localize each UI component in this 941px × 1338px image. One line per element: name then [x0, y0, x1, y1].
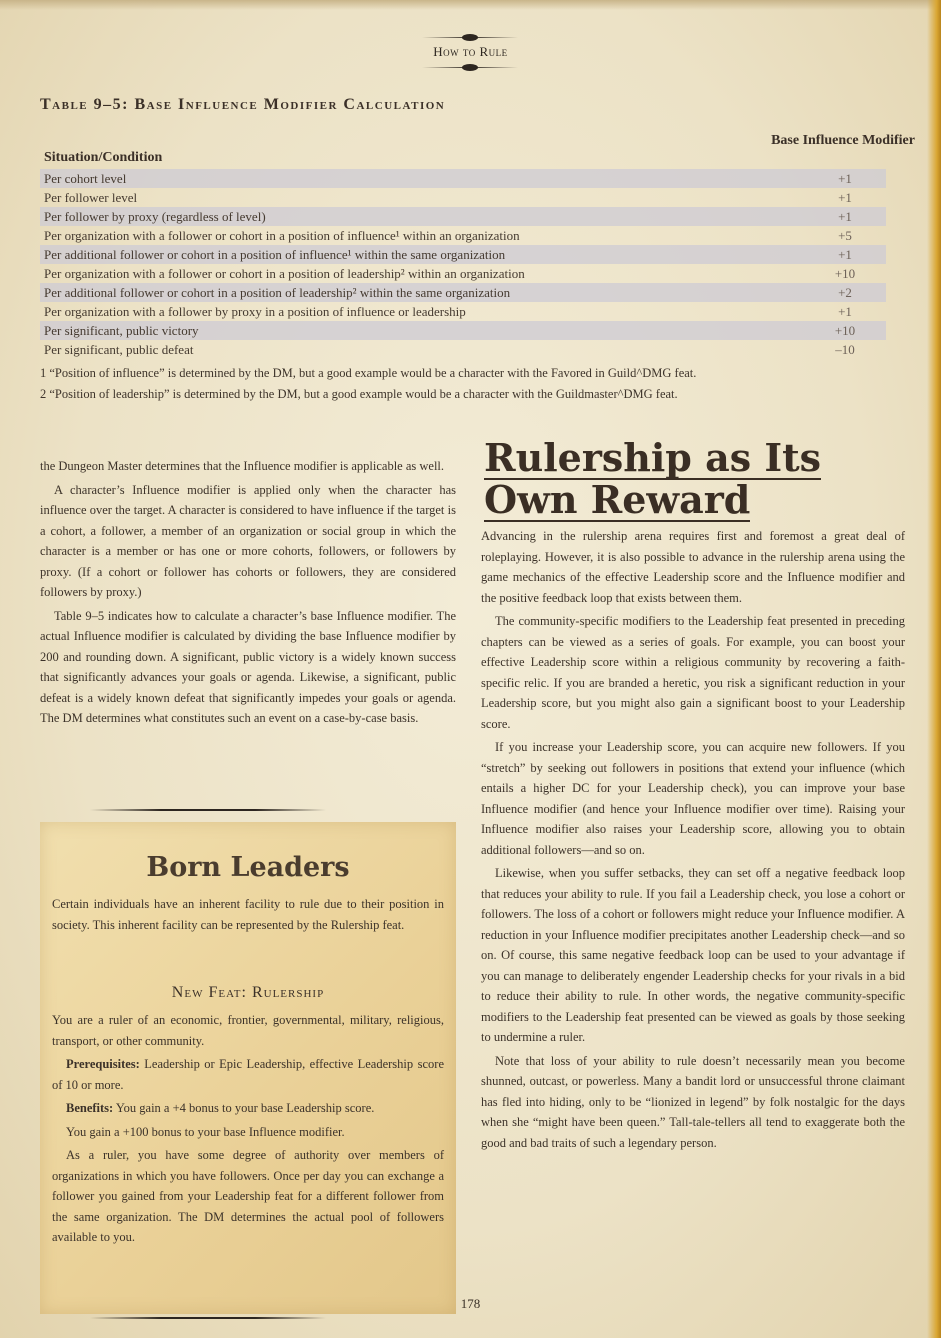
right-paragraph: If you increase your Leadership score, you can acquire new followers. If you “stretch” by seeking out followers in positions that extend your influence (which entails a higher DC for your Leadership check), you can improve your base Influence modifier (and hence your Influence modifier over time). Raising your Influence modifier also raises your Leadership score, allowing you to obtain additional followers—and so on.	[481, 740, 905, 857]
table-cell-modifier: +5	[838, 228, 852, 243]
page-number: 178	[460, 1296, 481, 1311]
table-body	[40, 169, 886, 359]
running-head: How to Rule	[433, 44, 508, 59]
right-paragraph: Likewise, when you suffer setbacks, they can set off a negative feedback loop that reduces your ability to rule. If you fail a Leadership check, you lose a cohort or followers. The loss of a cohort or followers might reduce your Influence modifier. A reduction in your Influence modifier precipitates another Leadership check—and so on. Of course, this same negative feedback loop can be used to your advantage if you can manage to deliberately engender Leadership checks for your rivals in a bid to reduce their ability to rule. In other words, the negative community-specific modifiers to the Leadership feat presented can be viewed as goals by those seeking to undermine a ruler.	[481, 866, 905, 1044]
table-row	[40, 264, 886, 283]
table-row	[40, 321, 886, 340]
sidebar-born-leaders	[40, 822, 456, 1314]
table-cell-modifier: +1	[838, 209, 852, 224]
feat-description: You are a ruler of an economic, frontier, governmental, military, religious, transport, or other community.	[52, 1013, 444, 1048]
running-head-ornament-bottom	[422, 66, 518, 69]
table-cell-condition: Per organization with a follower or cohort in a position of leadership² within an organization	[44, 266, 525, 281]
table-title: Table 9–5: Base Influence Modifier Calculation	[40, 96, 446, 113]
table-cell-condition: Per follower level	[44, 190, 138, 205]
sidebar-rule-top	[90, 808, 326, 811]
table-cell-condition: Per organization with a follower or cohort in a position of influence¹ within an organization	[44, 228, 520, 243]
table-cell-condition: Per significant, public victory	[44, 323, 199, 338]
table-row	[40, 207, 886, 226]
running-head-ornament-top	[422, 36, 518, 39]
table-cell-condition: Per follower by proxy (regardless of level)	[44, 209, 266, 224]
feat-title: New Feat: Rulership	[171, 984, 325, 1001]
table-cell-condition: Per additional follower or cohort in a position of leadership² within the same organization	[44, 285, 511, 300]
feat-ruler-text: As a ruler, you have some degree of authority over members of organizations in which you have followers. Once per day you can exchange a follower you gained from your Leadership feat for a different follower from the same organization. The DM determines the actual pool of followers available to you.	[52, 1148, 444, 1244]
feat-influence-bonus: You gain a +100 bonus to your base Influence modifier.	[66, 1124, 345, 1139]
table-header-modifier: Base Influence Modifier	[771, 133, 915, 148]
left-paragraph: the Dungeon Master determines that the Influence modifier is applicable as well.	[40, 459, 445, 473]
section-heading	[484, 435, 904, 522]
table-row	[40, 169, 886, 188]
table-cell-modifier: +1	[838, 171, 852, 186]
table-cell-condition: Per additional follower or cohort in a position of influence¹ within the same organization	[44, 247, 506, 262]
table-row	[40, 226, 886, 245]
benefits-label: Benefits:	[66, 1101, 114, 1115]
table-cell-condition: Per significant, public defeat	[44, 342, 194, 357]
right-paragraph: Advancing in the rulership arena requires first and foremost a great deal of roleplaying. However, it is also possible to advance in the rulership arena using the game mechanics of the effective Leadership score and the Influence modifier and the positive feedback loop that exists between them.	[481, 529, 905, 605]
table-row	[40, 340, 886, 359]
table-note-2: 2 “Position of leadership” is determined by the DM, but a good example would be a character with the Guildmaster^DMG feat.	[40, 387, 678, 401]
table-cell-modifier: +1	[838, 247, 852, 262]
sidebar-rule-bottom	[90, 1316, 326, 1319]
table-header-condition: Situation/Condition	[44, 150, 163, 165]
left-paragraph: Table 9–5 indicates how to calculate a character’s base Influence modifier. The actual Influence modifier is calculated by dividing the base Influence modifier by 200 and rounding down. A significant, public victory is a widely known success that significantly advances your goals or agenda. Likewise, a significant, public defeat is a widely known defeat that significantly impedes your goals or agenda. The DM determines what constitutes such an event on a case-by-case basis.	[40, 608, 456, 725]
table-row	[40, 245, 886, 264]
table-row	[40, 283, 886, 302]
table-cell-condition: Per cohort level	[44, 171, 127, 186]
prerequisites-text: Leadership or Epic Leadership, effective Leadership score of 10 or more.	[52, 1057, 444, 1092]
table-cell-condition: Per organization with a follower by proxy in a position of influence or leadership	[44, 304, 466, 319]
prerequisites-label: Prerequisites:	[66, 1057, 140, 1071]
sidebar-intro: Certain individuals have an inherent facility to rule due to their position in society. This inherent facility can be represented by the Rulership feat.	[52, 897, 444, 932]
feat-prerequisites	[52, 1054, 444, 1095]
right-paragraph: The community-specific modifiers to the Leadership feat presented in preceding chapters can be viewed as a series of goals. For example, you can boost your effective Leadership score within a religious community by recovering a faith-specific relic. If you are branded a heretic, you risk a significant reduction in your Leadership score, but you might also gain a significant boost to your Leadership score.	[481, 614, 905, 731]
benefits-text: You gain a +4 bonus to your base Leadership score.	[113, 1101, 375, 1115]
feat-body	[52, 1010, 444, 1251]
section-heading-line-2: Own Reward	[484, 477, 751, 522]
page-gilded-edge	[927, 0, 941, 1338]
table-cell-modifier: +10	[834, 323, 856, 338]
right-paragraph: Note that loss of your ability to rule doesn’t necessarily mean you become shunned, outcast, or powerless. Many a bandit lord or unsuccessful throne claimant has fled into hiding, only to be “lionized in legend” by folk nostalgic for the days when she “might have been queen.” Tall-tale-tellers all tend to exaggerate both the good and bad traits of such a legendary person.	[481, 1053, 905, 1150]
table-cell-modifier: –10	[835, 342, 855, 357]
table-cell-modifier: +1	[838, 190, 852, 205]
section-heading-line-1: Rulership as Its	[484, 435, 822, 480]
table-row	[40, 188, 886, 207]
table-notes	[40, 363, 900, 405]
table-note-1: 1 “Position of influence” is determined by the DM, but a good example would be a character with the Favored in Guild^DMG feat.	[40, 366, 697, 380]
right-column	[481, 526, 905, 1156]
table-cell-modifier: +2	[838, 285, 852, 300]
table-cell-modifier: +1	[838, 304, 852, 319]
left-column	[40, 456, 456, 732]
page-top-shadow	[0, 0, 941, 10]
feat-benefits	[52, 1098, 444, 1119]
sidebar-title: Born Leaders	[146, 852, 350, 883]
left-paragraph: A character’s Influence modifier is applied only when the character has influence over the target. A character is considered to have influence if the target is a cohort, a follower, a member of an organization or social group in which the character is a member or has one or more cohorts, followers, or followers by proxy. (If a cohort or follower has cohorts or followers, they are considered followers by proxy.)	[40, 482, 456, 599]
table-row	[40, 302, 886, 321]
table-cell-modifier: +10	[834, 266, 856, 281]
